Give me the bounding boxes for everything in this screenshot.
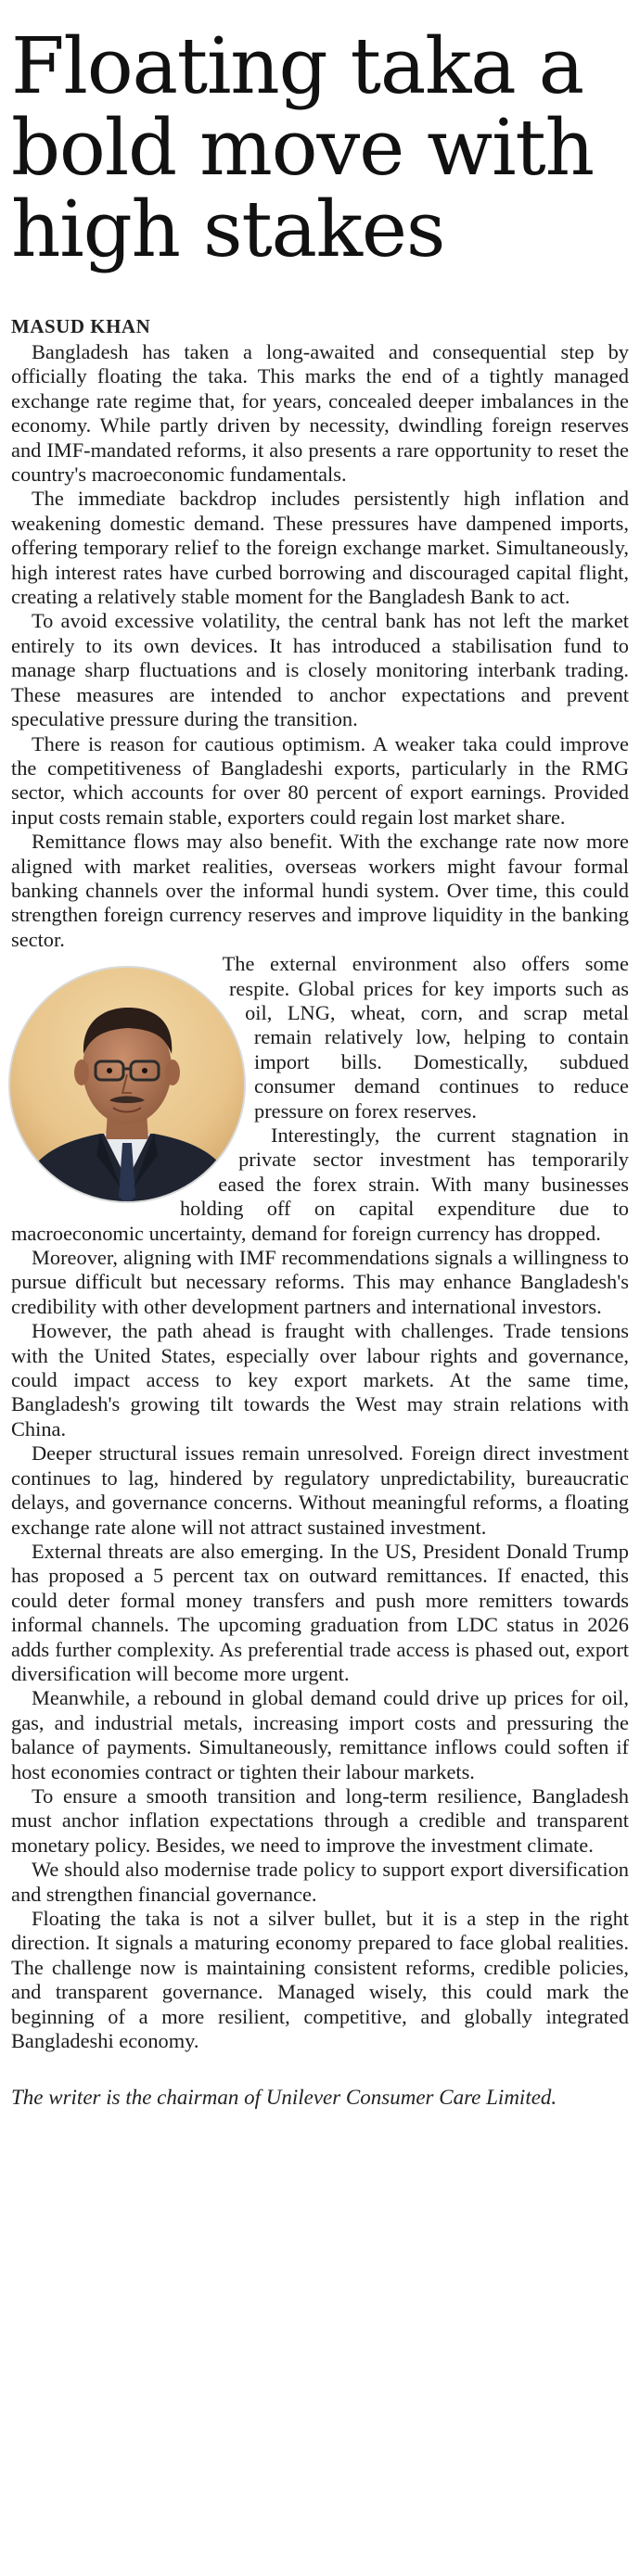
paragraph: Deeper structural issues remain unresolved. Foreign direct investment continues to lag, hindered by regulatory unpredictability, bureaucratic delays, and governance concerns. Without meaningful reforms, a floating exchange rate alone will not attract sustained investment. <box>11 1441 629 1539</box>
author-portrait <box>7 965 247 1204</box>
author-photo-icon <box>7 965 247 1204</box>
paragraph: To ensure a smooth transition and long-term resilience, Bangladesh must anchor inflation expectations through a credible and transparent monetary policy. Besides, we need to improve the investment climate. <box>11 1783 629 1857</box>
paragraph: Interestingly, the current stagnation in private sector investment has temporarily eased the forex strain. With many businesses holding off on capital expenditure due to macroeconomic uncertainty, demand for foreign currency has dropped. <box>11 1123 629 1245</box>
headline-line: high stakes <box>11 184 445 274</box>
paragraph: Remittance flows may also benefit. With the exchange rate now more aligned with market realities, overseas workers might favour formal banking channels over the informal hundi system. Over time, this could strengthen foreign currency reserves and improve liquidity in the banking sector. <box>11 830 629 951</box>
paragraph: To avoid excessive volatility, the central bank has not left the market entirely to its own devices. It has introduced a stabilisation fund to manage sharp fluctuations and is closely monitoring interbank trading. These measures are intended to anchor expectations and prevent speculative pressure during the transition. <box>11 609 629 731</box>
paragraph: External threats are also emerging. In the US, President Donald Trump has proposed a 5 percent tax on outward remittances. If enacted, this could deter formal money transfers and push more remitters towards informal channels. The upcoming graduation from LDC status in 2026 adds further complexity. As preferential trade access is phased out, export diversification will become more urgent. <box>11 1539 629 1685</box>
paragraph: Meanwhile, a rebound in global demand could drive up prices for oil, gas, and industrial metals, increasing import costs and pressuring the balance of payments. Simultaneously, remittance inflows could soften if host economies contract or tighten their labour markets. <box>11 1686 629 1783</box>
paragraph: Moreover, aligning with IMF recommendations signals a willingness to pursue difficult but necessary reforms. This may enhance Bangladesh's credibility with other development partners and international investors. <box>11 1246 629 1318</box>
byline: MASUD KHAN <box>11 315 151 337</box>
paragraph: Bangladesh has taken a long-awaited and consequential step by officially floating the taka. This marks the end of a tightly managed exchange rate regime that, for years, concealed deeper imbalances in the economy. While partly driven by necessity, dwindling foreign reserves and IMF-mandated reforms, it also presents a rare opportunity to reset the country's macroeconomic fundamentals. <box>11 340 629 487</box>
article-body <box>11 340 629 2053</box>
paragraph: Floating the taka is not a silver bullet, but it is a step in the right direction. It signals a maturing economy prepared to face global realities. The challenge now is maintaining consistent reforms, credible policies, and transparent governance. Managed wisely, this could mark the beginning of a more resilient, competitive, and globally integrated Bangladeshi economy. <box>11 1907 629 2053</box>
headline <box>11 0 629 274</box>
paragraph: However, the path ahead is fraught with challenges. Trade tensions with the United States, especially over labour rights and governance, could impact access to key export markets. At the same time, Bangladesh's growing tilt towards the West may strain relations with China. <box>11 1319 629 1440</box>
headline-line: bold move with <box>11 103 594 193</box>
paragraph: The immediate backdrop includes persistently high inflation and weakening domestic demand. These pressures have dampened imports, offering temporary relief to the foreign exchange market. Simultaneously, high interest rates have curbed borrowing and discouraged capital flight, creating a relatively stable moment for the Bangladesh Bank to act. <box>11 487 629 609</box>
paragraph: There is reason for cautious optimism. A weaker taka could improve the competitiveness of Bangladeshi exports, particularly in the RMG sector, which accounts for over 80 percent of export earnings. Provided input costs remain stable, exporters could regain lost market share. <box>11 731 629 829</box>
author-note: The writer is the chairman of Unilever Consumer Care Limited. <box>11 2086 557 2110</box>
headline-line: Floating taka a <box>11 21 583 111</box>
paragraph: We should also modernise trade policy to support export diversification and strengthen financial governance. <box>11 1858 629 1906</box>
paragraph: The external environment also offers some respite. Global prices for key imports such as oil, LNG, wheat, corn, and scrap metal remain relatively low, helping to contain import bills. Domestically, subdued consumer demand continues to reduce pressure on forex reserves. <box>222 952 629 1123</box>
